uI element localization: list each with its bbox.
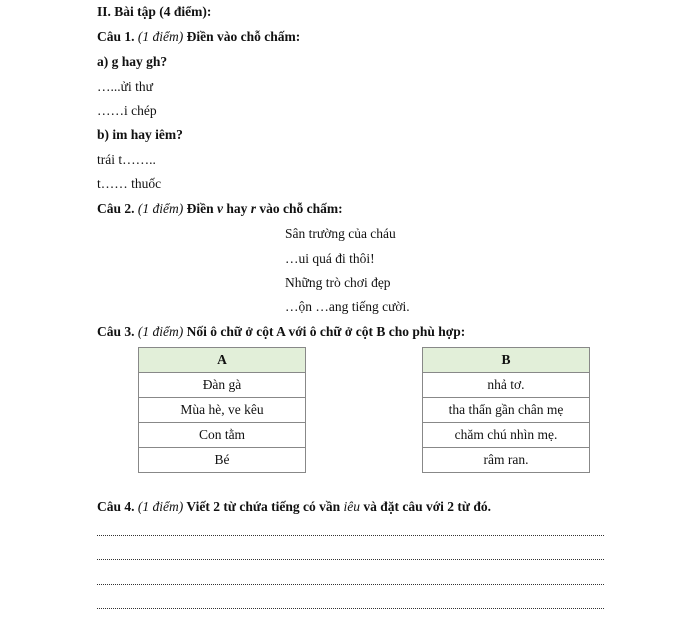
poem-line: Những trò chơi đẹp — [285, 275, 391, 290]
q1-part-b-title: b) im hay iêm? — [97, 127, 183, 142]
column-a-cell: Bé — [139, 448, 306, 473]
column-a-table — [138, 347, 306, 473]
q1-b-item: t…… thuốc — [97, 176, 162, 191]
question-4-heading — [97, 499, 491, 515]
q4-text: Viết 2 từ chứa tiếng có vần — [186, 499, 341, 514]
q1-a-item: …...ửi thư — [97, 79, 153, 94]
q4-rhyme: iêu — [343, 499, 360, 514]
q2-points: (1 điểm) — [137, 201, 184, 216]
column-a-cell: Đàn gà — [139, 373, 306, 398]
q1-part-a-title: a) g hay gh? — [97, 54, 168, 69]
poem-line: Sân trường của cháu — [285, 226, 396, 241]
q2-letter-v: v — [217, 201, 223, 216]
column-a-cell: Mùa hè, ve kêu — [139, 398, 306, 423]
q2-label: Câu 2. — [97, 201, 135, 216]
column-b-table — [422, 347, 590, 473]
q1-b-item: trái t…….. — [97, 152, 156, 167]
answer-line[interactable] — [97, 559, 604, 560]
q4-label: Câu 4. — [97, 499, 135, 514]
q1-text: Điền vào chỗ chấm: — [186, 29, 301, 44]
column-b-cell: nhả tơ. — [423, 373, 590, 398]
section-title: II. Bài tập (4 điểm): — [97, 4, 212, 19]
question-3-heading — [97, 324, 465, 340]
q2-letter-r: r — [250, 201, 257, 216]
q2-text: hay — [226, 201, 248, 216]
q1-points: (1 điểm) — [137, 29, 184, 44]
answer-line[interactable] — [97, 584, 604, 585]
q4-text: và đặt câu với 2 từ đó. — [363, 499, 492, 514]
q2-text: vào chỗ chấm: — [259, 201, 343, 216]
poem-line: …ui quá đi thôi! — [285, 251, 375, 266]
question-2-heading — [97, 201, 343, 217]
q3-label: Câu 3. — [97, 324, 135, 339]
q2-text: Điền — [186, 201, 214, 216]
q1-label: Câu 1. — [97, 29, 135, 44]
q4-points: (1 điểm) — [137, 499, 184, 514]
q3-points: (1 điểm) — [137, 324, 184, 339]
column-b-cell: chăm chú nhìn mẹ. — [423, 423, 590, 448]
question-1-heading — [97, 29, 300, 45]
poem-line: …ộn …ang tiếng cười. — [285, 299, 410, 314]
answer-line[interactable] — [97, 608, 604, 609]
column-b-cell: tha thẩn gần chân mẹ — [423, 398, 590, 423]
column-b-cell: râm ran. — [423, 448, 590, 473]
q3-text: Nối ô chữ ở cột A với ô chữ ở cột B cho phù hợp: — [186, 324, 466, 339]
answer-line[interactable] — [97, 535, 604, 536]
column-a-header: A — [139, 348, 306, 373]
column-a-cell: Con tằm — [139, 423, 306, 448]
column-b-header: B — [423, 348, 590, 373]
q1-a-item: ……i chép — [97, 103, 157, 118]
